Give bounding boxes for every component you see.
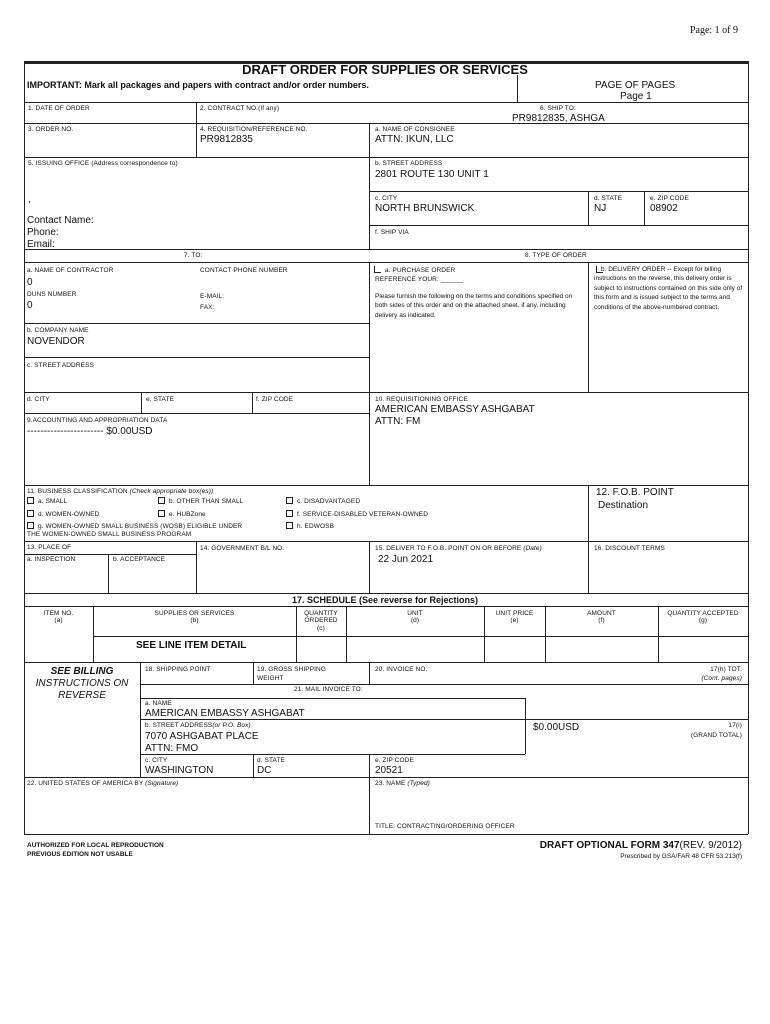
invoice-name-value: AMERICAN EMBASSY ASHGABAT [145,708,305,719]
invoice-street-value2: ATTN: FMO [145,743,199,754]
to-label: 7. TO: [184,252,203,259]
form-title: DRAFT ORDER FOR SUPPLIES OR SERVICES [242,62,528,77]
hubzone-label: e. HUBZone [169,511,206,518]
delivery-order-text: b. DELIVERY ORDER -- Except for billing instructions on the reverse, this delivery order is subject to instructions contained on this side only of this form and is issued subject to the terms and conditions of the above-numbered contract. [594,266,743,311]
small-checkbox[interactable] [27,497,34,504]
page-of-pages-label: PAGE OF PAGES [595,80,676,91]
ship-via-label: f. SHIP VIA [375,229,409,236]
col-amount: AMOUNT (f) [587,610,616,625]
invoice-street-value1: 7070 ASHGABAT PLACE [145,731,259,742]
col-quantity: QUANTITY ORDERED (c) [304,610,338,632]
contact-phone-label: CONTACT PHONE NUMBER [200,267,288,274]
previous-edition: PREVIOUS EDITION NOT USABLE [27,851,133,858]
requisitioning-office-value2: ATTN: FM [375,416,421,427]
line-item-detail: SEE LINE ITEM DETAIL [136,640,247,651]
disadvantaged-checkbox[interactable] [286,497,293,504]
company-name-label: b. COMPANY NAME [27,327,89,334]
total-cont-label: 17(h) TOT. [710,666,742,673]
accounting-value: ----------------------- $0.00USD [27,426,153,437]
invoice-zip-value: 20521 [375,765,403,776]
discount-terms-label: 16. DISCOUNT TERMS [594,545,665,552]
purchase-order-label: a. PURCHASE ORDER [385,267,456,274]
important-note: IMPORTANT: Mark all packages and papers with contract and/or order numbers. [27,80,369,90]
form-name: DRAFT OPTIONAL FORM 347(REV. 9/2012) [539,840,742,851]
ship-city-label: c. CITY [375,195,398,202]
duns-value: 0 [27,300,33,311]
women-owned-checkbox[interactable] [27,510,34,517]
ship-to-label: 6. SHIP TO: [540,105,576,112]
col-unit-price: UNIT PRICE (e) [495,610,534,625]
other-than-small-label: b. OTHER THAN SMALL [169,498,244,505]
requisition-value: PR9812835 [200,134,253,145]
ship-state-value: NJ [594,203,607,214]
edwosb-label: h. EDWOSB [297,523,335,530]
fax-label: FAX: [200,304,215,311]
page-number: Page: 1 of 9 [689,25,738,36]
grand-total-label: 17(i) [728,722,742,729]
acceptance-label: b. ACCEPTANCE [113,556,166,563]
see-billing: SEE BILLING [50,666,114,677]
ship-street-label: b. STREET ADDRESS [375,160,443,167]
gross-weight-label: 19. GROSS SHIPPING [257,666,326,673]
hubzone-checkbox[interactable] [158,510,165,517]
business-class-label: 11. BUSINESS CLASSIFICATION (Check appropriate box(es)) [27,488,214,495]
ship-zip-label: e. ZIP CODE [650,195,689,202]
signature-label: 22. UNITED STATES OF AMERICA BY (Signature) [27,780,179,787]
ship-city-value: NORTH BRUNSWICK [375,203,475,214]
ship-street-value: 2801 ROUTE 130 UNIT 1 [375,169,489,180]
contract-no-label: 2. CONTRACT NO.(If any) [200,105,280,112]
sdvo-label: f. SERVICE-DISABLED VETERAN-OWNED [297,511,429,518]
reverse-text: REVERSE [58,690,106,701]
invoice-street-label: b. STREET ADDRESS(or P.O. Box) [145,722,251,729]
issuing-office-label: 5. ISSUING OFFICE (Address correspondence to) [28,160,178,167]
name-typed-label: 23. NAME (Typed) [375,780,430,787]
wosb-checkbox[interactable] [27,522,34,529]
invoice-state-value: DC [257,765,272,776]
invoice-state-label: d. STATE [257,757,286,764]
total-cont-hint: (Cont. pages) [701,675,742,682]
duns-label: DUNS NUMBER [27,291,77,298]
deliver-by-label: 15. DELIVER TO F.O.B. POINT ON OR BEFORE (Date) [375,545,542,552]
contractor-state-label: e. STATE [146,396,175,403]
invoice-city-value: WASHINGTON [145,765,214,776]
edwosb-checkbox[interactable] [286,522,293,529]
contact-email: Email: [27,239,55,250]
grand-total-label-2: (GRAND TOTAL) [690,732,742,739]
invoice-zip-label: e. ZIP CODE [375,757,414,764]
type-of-order-label: 8. TYPE OF ORDER [525,252,587,259]
inspection-label: a. INSPECTION [27,556,76,563]
other-than-small-checkbox[interactable] [158,497,165,504]
govt-bl-label: 14. GOVERNMENT B/L NO. [200,545,285,552]
place-of-label: 13. PLACE OF [27,544,72,551]
fob-point-label: 12. F.O.B. POINT [596,487,674,498]
disadvantaged-label: c. DISADVANTAGED [297,498,361,505]
small-label: a. SMALL [38,498,68,505]
contractor-street-label: c. STREET ADDRESS [27,362,94,369]
auth-reproduction: AUTHORIZED FOR LOCAL REPRODUCTION [27,842,164,849]
col-item-no: ITEM NO. (a) [43,610,74,625]
contact-phone: Phone: [27,227,59,238]
email-label: E-MAIL: [200,293,225,300]
col-unit: UNIT (d) [407,610,423,625]
ship-to-value: PR9812835, ASHGA [512,113,605,124]
issuing-office-dot: , [28,194,31,205]
wosb-label-2: THE WOMEN-OWNED SMALL BUSINESS PROGRAM [27,531,192,538]
date-of-order-label: 1. DATE OF ORDER [28,105,90,112]
contractor-name-value: 0 [27,277,33,288]
grand-total-amount: $0.00USD [533,722,580,733]
purchase-order-text: Please furnish the following on the terms and conditions specified on both sides of this order and on the attached sheet, if any, including delivery as indicated. [375,293,573,319]
consignee-value: ATTN: IKUN, LLC [375,134,454,145]
mail-invoice-label: 21. MAIL INVOICE TO: [294,686,363,693]
requisitioning-office-value1: AMERICAN EMBASSY ASHGABAT [375,404,535,415]
sdvo-checkbox[interactable] [286,510,293,517]
invoice-city-label: c. CITY [145,757,168,764]
invoice-name-label: a. NAME [145,700,172,707]
contractor-name-label: a. NAME OF CONTRACTOR [27,267,114,274]
invoice-no-label: 20. INVOICE NO. [375,666,428,673]
instructions-on: INSTRUCTIONS ON [35,678,129,689]
ship-state-label: d. STATE [594,195,623,202]
requisitioning-office-label: 10. REQUISITIONING OFFICE [375,396,468,403]
ship-zip-value: 08902 [650,203,678,214]
prescribed-by: Prescribed by GSA/FAR 48 CFR 53.213(f) [620,853,742,860]
officer-title: TITLE: CONTRACTING/ORDERING OFFICER [375,823,515,830]
consignee-label: a. NAME OF CONSIGNEE [375,126,455,133]
fob-point-value: Destination [598,500,649,511]
contractor-city-label: d. CITY [27,396,50,403]
contractor-zip-label: f. ZIP CODE [256,396,294,403]
accounting-label: 9.ACCOUNTING AND APPROPRIATION DATA [27,417,168,424]
page-of-pages-value: Page 1 [620,91,652,102]
women-owned-label: d. WOMEN-OWNED [38,511,100,518]
shipping-point-label: 18. SHIPPING POINT [145,666,211,673]
gross-weight-label-2: WEIGHT [257,675,284,682]
col-supplies: SUPPLIES OR SERVICES (b) [154,610,235,625]
col-qty-accepted: QUANTITY ACCEPTED (g) [667,610,739,625]
deliver-by-value: 22 Jun 2021 [378,554,434,565]
requisition-label: 4. REQUISITION/REFERENCE NO. [200,126,308,133]
purchase-order-ref: REFERENCE YOUR: ______ [375,276,464,283]
order-no-label: 3. ORDER NO. [28,126,74,133]
wosb-label: g. WOMEN-OWNED SMALL BUSINESS (WOSB) ELIGIBLE UNDER [38,523,243,530]
company-name-value: NOVENDOR [27,336,85,347]
schedule-title: 17. SCHEDULE (See reverse for Rejections) [291,595,479,605]
contact-name: Contact Name: [27,215,94,226]
